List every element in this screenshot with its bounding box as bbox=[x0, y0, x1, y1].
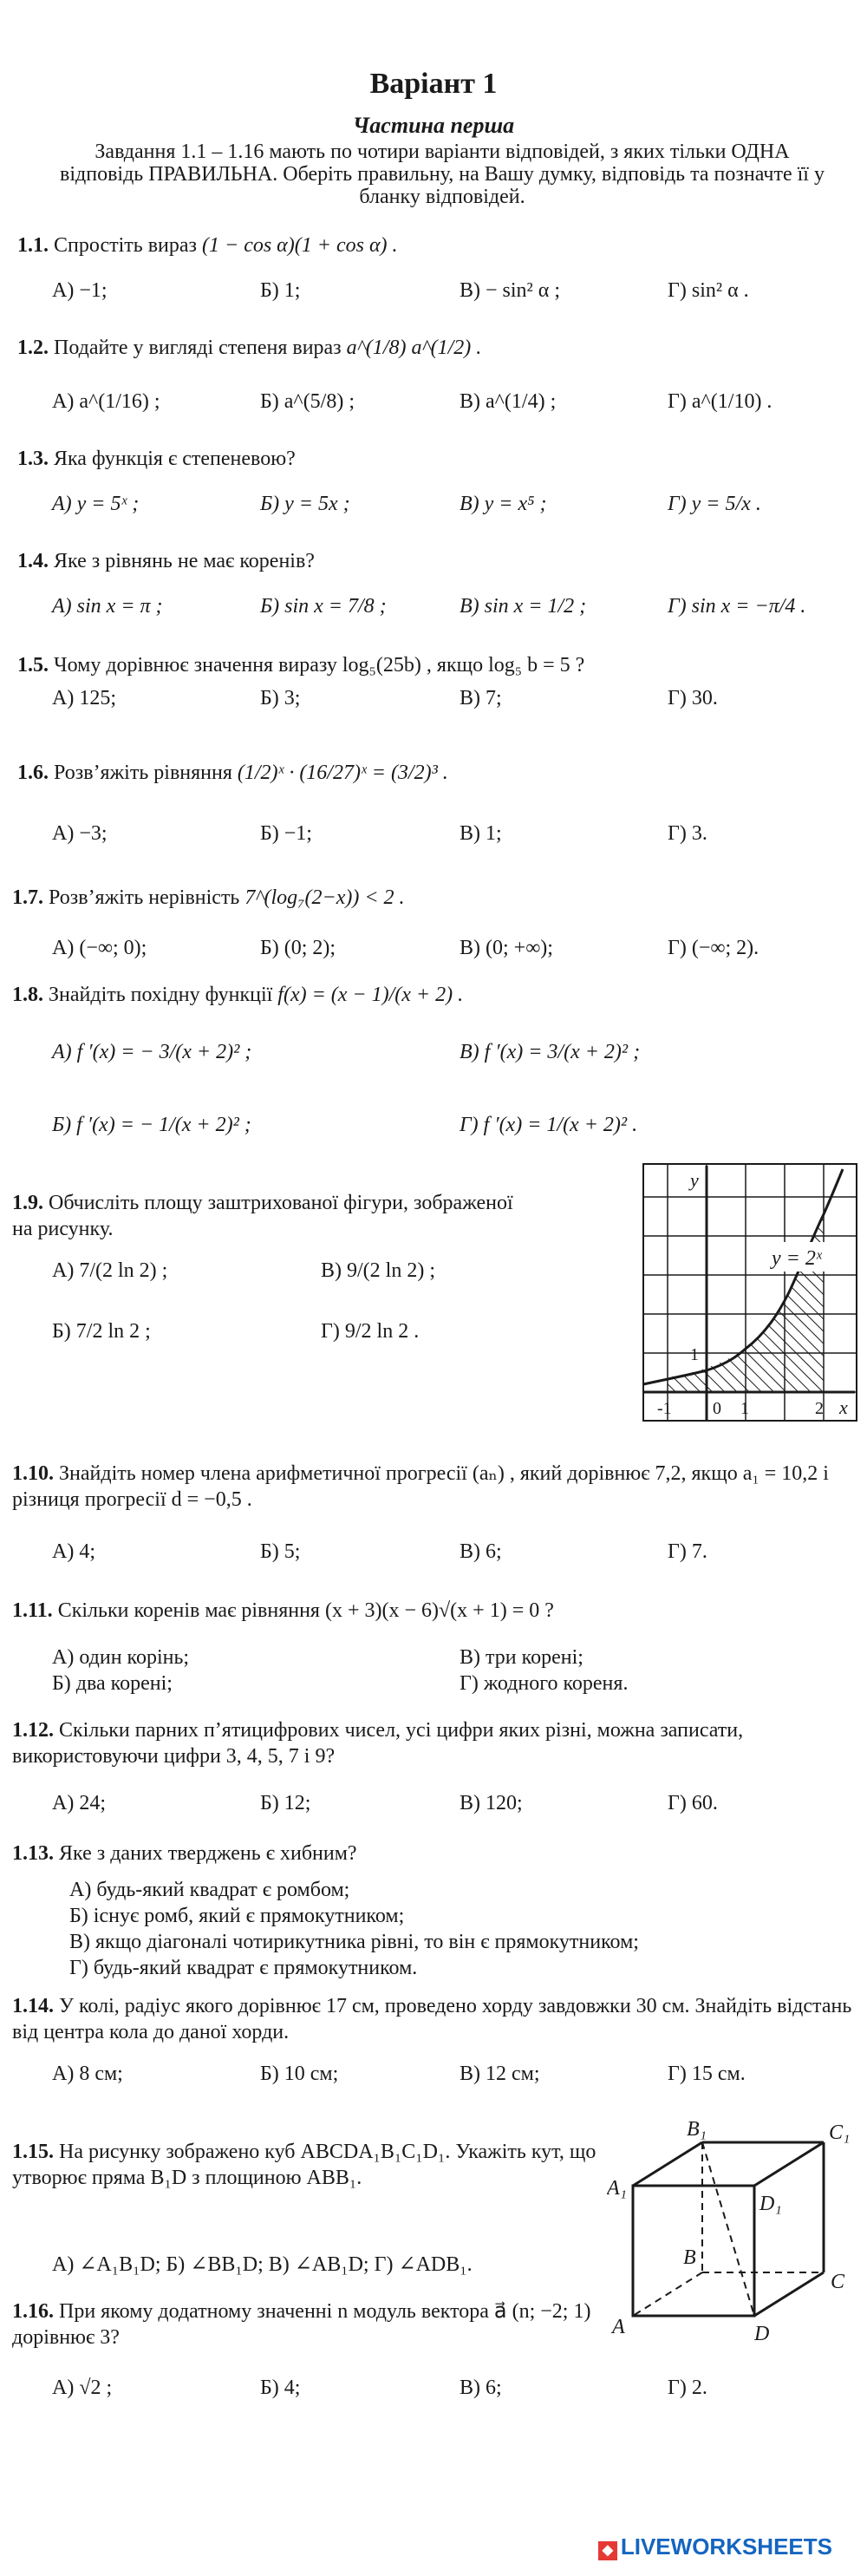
q11-option-b[interactable]: Б) два корені; bbox=[52, 1672, 173, 1695]
q9-option-b[interactable]: Б) 7/2 ln 2 ; bbox=[52, 1320, 151, 1343]
question-1-16: 1.16. При якому додатному значенні n модуль вектора a⃗ (n; −2; 1) дорівнює 3? bbox=[12, 2300, 591, 2349]
diagonal-b1d bbox=[702, 2142, 754, 2316]
question-1-10: 1.10. Знайдіть номер члена арифметичної прогресії (aₙ) , який дорівнює 7,2, якщо a₁ = 10,2 і різниця прогресії d = −0,5 . bbox=[12, 1462, 829, 1511]
x-axis-label: x bbox=[839, 1396, 848, 1418]
question-1-4: 1.4. Яке з рівнянь не має коренів? bbox=[17, 550, 315, 572]
q2-option-b[interactable]: Б) a^(5/8) ; bbox=[260, 390, 355, 413]
q4-option-b[interactable]: Б) sin x = 7/8 ; bbox=[260, 595, 387, 618]
question-1-12: 1.12. Скільки парних п’ятицифрових чисел, усі цифри яких різні, можна записати, використовуючи цифри 3, 4, 5, 7 і 9? bbox=[12, 1719, 744, 1768]
q16-option-b[interactable]: Б) 4; bbox=[260, 2377, 301, 2399]
vertex-a: A bbox=[612, 2316, 625, 2338]
q16-option-a[interactable]: А) √2 ; bbox=[52, 2377, 113, 2399]
question-1-11: 1.11. Скільки коренів має рівняння (x + 3)(x − 6)√(x + 1) = 0 ? bbox=[12, 1599, 554, 1622]
question-1-5: 1.5. Чому дорівнює значення виразу log₅(25b) , якщо log₅ b = 5 ? bbox=[17, 654, 585, 677]
q10-option-d[interactable]: Г) 7. bbox=[668, 1540, 707, 1563]
tick-y-1: 1 bbox=[690, 1345, 699, 1364]
vertex-b: B bbox=[683, 2246, 696, 2269]
q5-option-a[interactable]: А) 125; bbox=[52, 687, 116, 709]
q10-option-a[interactable]: А) 4; bbox=[52, 1540, 95, 1563]
q7-option-d[interactable]: Г) (−∞; 2). bbox=[668, 937, 759, 959]
vertex-d1: D₁ bbox=[759, 2193, 782, 2215]
q6-option-c[interactable]: В) 1; bbox=[460, 822, 502, 845]
question-1-13: 1.13. Яке з даних тверджень є хибним? bbox=[12, 1842, 357, 1865]
q2-option-a[interactable]: А) a^(1/16) ; bbox=[52, 390, 160, 413]
q11-option-c[interactable]: В) три корені; bbox=[460, 1646, 583, 1669]
tick-minus-1: -1 bbox=[657, 1399, 672, 1418]
q3-option-d[interactable]: Г) y = 5/x . bbox=[668, 493, 761, 515]
q13-option-a[interactable]: А) будь-який квадрат є ромбом; bbox=[69, 1879, 350, 1901]
q1-option-b[interactable]: Б) 1; bbox=[260, 279, 301, 302]
q3-option-c[interactable]: В) y = x⁵ ; bbox=[460, 493, 547, 515]
vertex-c: C bbox=[831, 2271, 845, 2293]
vertex-a1: A₁ bbox=[607, 2177, 628, 2200]
q9-option-c[interactable]: В) 9/(2 ln 2) ; bbox=[321, 1259, 435, 1282]
q2-option-d[interactable]: Г) a^(1/10) . bbox=[668, 390, 772, 413]
q12-option-a[interactable]: А) 24; bbox=[52, 1792, 106, 1814]
question-1-9: 1.9. Обчисліть площу заштрихованої фігури, зображеної на рисунку. bbox=[12, 1192, 513, 1240]
y-axis-label: y bbox=[690, 1169, 699, 1191]
q8-option-c[interactable]: В) f ′(x) = 3/(x + 2)² ; bbox=[460, 1041, 641, 1063]
q15-options[interactable]: А) ∠A₁B₁D; Б) ∠BB₁D; В) ∠AB₁D; Г) ∠ADB₁. bbox=[52, 2253, 473, 2276]
vertex-b1: B₁ bbox=[687, 2118, 707, 2141]
q4-option-a[interactable]: А) sin x = π ; bbox=[52, 595, 163, 618]
q16-option-c[interactable]: В) 6; bbox=[460, 2377, 502, 2399]
question-1-3: 1.3. Яка функція є степеневою? bbox=[17, 448, 296, 470]
question-1-14: 1.14. У колі, радіус якого дорівнює 17 см, проведено хорду завдовжки 30 см. Знайдіть відстань від центра кола до даної хорди. bbox=[12, 1995, 852, 2043]
liveworksheets-logo: ◆ LIVEWORKSHEETS bbox=[598, 2534, 832, 2560]
q13-option-b[interactable]: Б) існує ромб, який є прямокутником; bbox=[69, 1905, 405, 1927]
tick-1: 1 bbox=[740, 1399, 749, 1418]
question-1-2: 1.2. Подайте у вигляді степеня вираз a^(1/8) a^(1/2) . bbox=[17, 337, 482, 359]
tick-2: 2 bbox=[815, 1399, 824, 1418]
vertex-c1: C₁ bbox=[829, 2122, 851, 2144]
question-1-6: 1.6. Розв’яжіть рівняння (1/2)ˣ · (16/27)ˣ = (3/2)³ . bbox=[17, 762, 448, 784]
q5-option-d[interactable]: Г) 30. bbox=[668, 687, 718, 709]
tick-0: 0 bbox=[713, 1399, 721, 1418]
page-title: Варіант 1 bbox=[369, 68, 498, 100]
q9-option-a[interactable]: А) 7/(2 ln 2) ; bbox=[52, 1259, 168, 1282]
q5-option-b[interactable]: Б) 3; bbox=[260, 687, 301, 709]
q8-option-d[interactable]: Г) f ′(x) = 1/(x + 2)² . bbox=[460, 1114, 638, 1136]
question-1-1: 1.1. Спростіть вираз (1 − cos α)(1 + cos α) . bbox=[17, 234, 398, 257]
question-1-15: 1.15. На рисунку зображено куб ABCDA₁B₁C₁D₁. Укажіть кут, що утворює пряма B₁D з площиною ABB₁. bbox=[12, 2141, 596, 2189]
instructions: Завдання 1.1 – 1.16 мають по чотири варіанти відповідей, з яких тільки ОДНА відповідь ПРАВИЛЬНА. Оберіть правильну, на Вашу думку, відповідь та позначте її у бланку відповідей. bbox=[60, 141, 825, 208]
part-title: Частина перша bbox=[352, 113, 515, 138]
q16-option-d[interactable]: Г) 2. bbox=[668, 2377, 707, 2399]
curve-label: y = 2ˣ bbox=[772, 1247, 822, 1270]
exponential-graph-figure bbox=[642, 1162, 858, 1422]
q1-option-c[interactable]: В) − sin² α ; bbox=[460, 279, 560, 302]
q4-option-d[interactable]: Г) sin x = −π/4 . bbox=[668, 595, 806, 618]
q10-option-c[interactable]: В) 6; bbox=[460, 1540, 502, 1563]
q8-option-b[interactable]: Б) f ′(x) = − 1/(x + 2)² ; bbox=[52, 1114, 251, 1136]
q6-option-a[interactable]: А) −3; bbox=[52, 822, 108, 845]
q6-option-b[interactable]: Б) −1; bbox=[260, 822, 312, 845]
q2-option-c[interactable]: В) a^(1/4) ; bbox=[460, 390, 557, 413]
q4-option-c[interactable]: В) sin x = 1/2 ; bbox=[460, 595, 587, 618]
q7-option-a[interactable]: А) (−∞; 0); bbox=[52, 937, 147, 959]
q3-option-b[interactable]: Б) y = 5x ; bbox=[260, 493, 350, 515]
q12-option-d[interactable]: Г) 60. bbox=[668, 1792, 718, 1814]
q14-option-c[interactable]: В) 12 см; bbox=[460, 2063, 540, 2085]
q5-option-c[interactable]: В) 7; bbox=[460, 687, 502, 709]
cube-hidden-edge-diagonal bbox=[633, 2272, 702, 2316]
brand-icon: ◆ bbox=[598, 2541, 617, 2560]
cube-figure bbox=[607, 2116, 858, 2342]
q1-option-d[interactable]: Г) sin² α . bbox=[668, 279, 749, 302]
q13-option-d[interactable]: Г) будь-який квадрат є прямокутником. bbox=[69, 1957, 418, 1979]
q3-option-a[interactable]: А) y = 5ˣ ; bbox=[52, 493, 140, 515]
q14-option-a[interactable]: А) 8 см; bbox=[52, 2063, 123, 2085]
q7-option-b[interactable]: Б) (0; 2); bbox=[260, 937, 336, 959]
q14-option-b[interactable]: Б) 10 см; bbox=[260, 2063, 339, 2085]
q7-option-c[interactable]: В) (0; +∞); bbox=[460, 937, 553, 959]
q8-option-a[interactable]: А) f ′(x) = − 3/(x + 2)² ; bbox=[52, 1041, 252, 1063]
q12-option-c[interactable]: В) 120; bbox=[460, 1792, 523, 1814]
q9-option-d[interactable]: Г) 9/2 ln 2 . bbox=[321, 1320, 420, 1343]
q12-option-b[interactable]: Б) 12; bbox=[260, 1792, 311, 1814]
q6-option-d[interactable]: Г) 3. bbox=[668, 822, 707, 845]
q10-option-b[interactable]: Б) 5; bbox=[260, 1540, 301, 1563]
q14-option-d[interactable]: Г) 15 см. bbox=[668, 2063, 746, 2085]
q13-option-c[interactable]: В) якщо діагоналі чотирикутника рівні, то він є прямокутником; bbox=[69, 1931, 639, 1953]
vertex-d: D bbox=[754, 2323, 770, 2342]
q1-option-a[interactable]: А) −1; bbox=[52, 279, 108, 302]
question-1-8: 1.8. Знайдіть похідну функції f(x) = (x − 1)/(x + 2) . bbox=[12, 984, 464, 1006]
q11-option-a[interactable]: А) один корінь; bbox=[52, 1646, 190, 1669]
q11-option-d[interactable]: Г) жодного кореня. bbox=[460, 1672, 629, 1695]
question-1-7: 1.7. Розв’яжіть нерівність 7^(log₇(2−x)) < 2 . bbox=[12, 886, 405, 909]
